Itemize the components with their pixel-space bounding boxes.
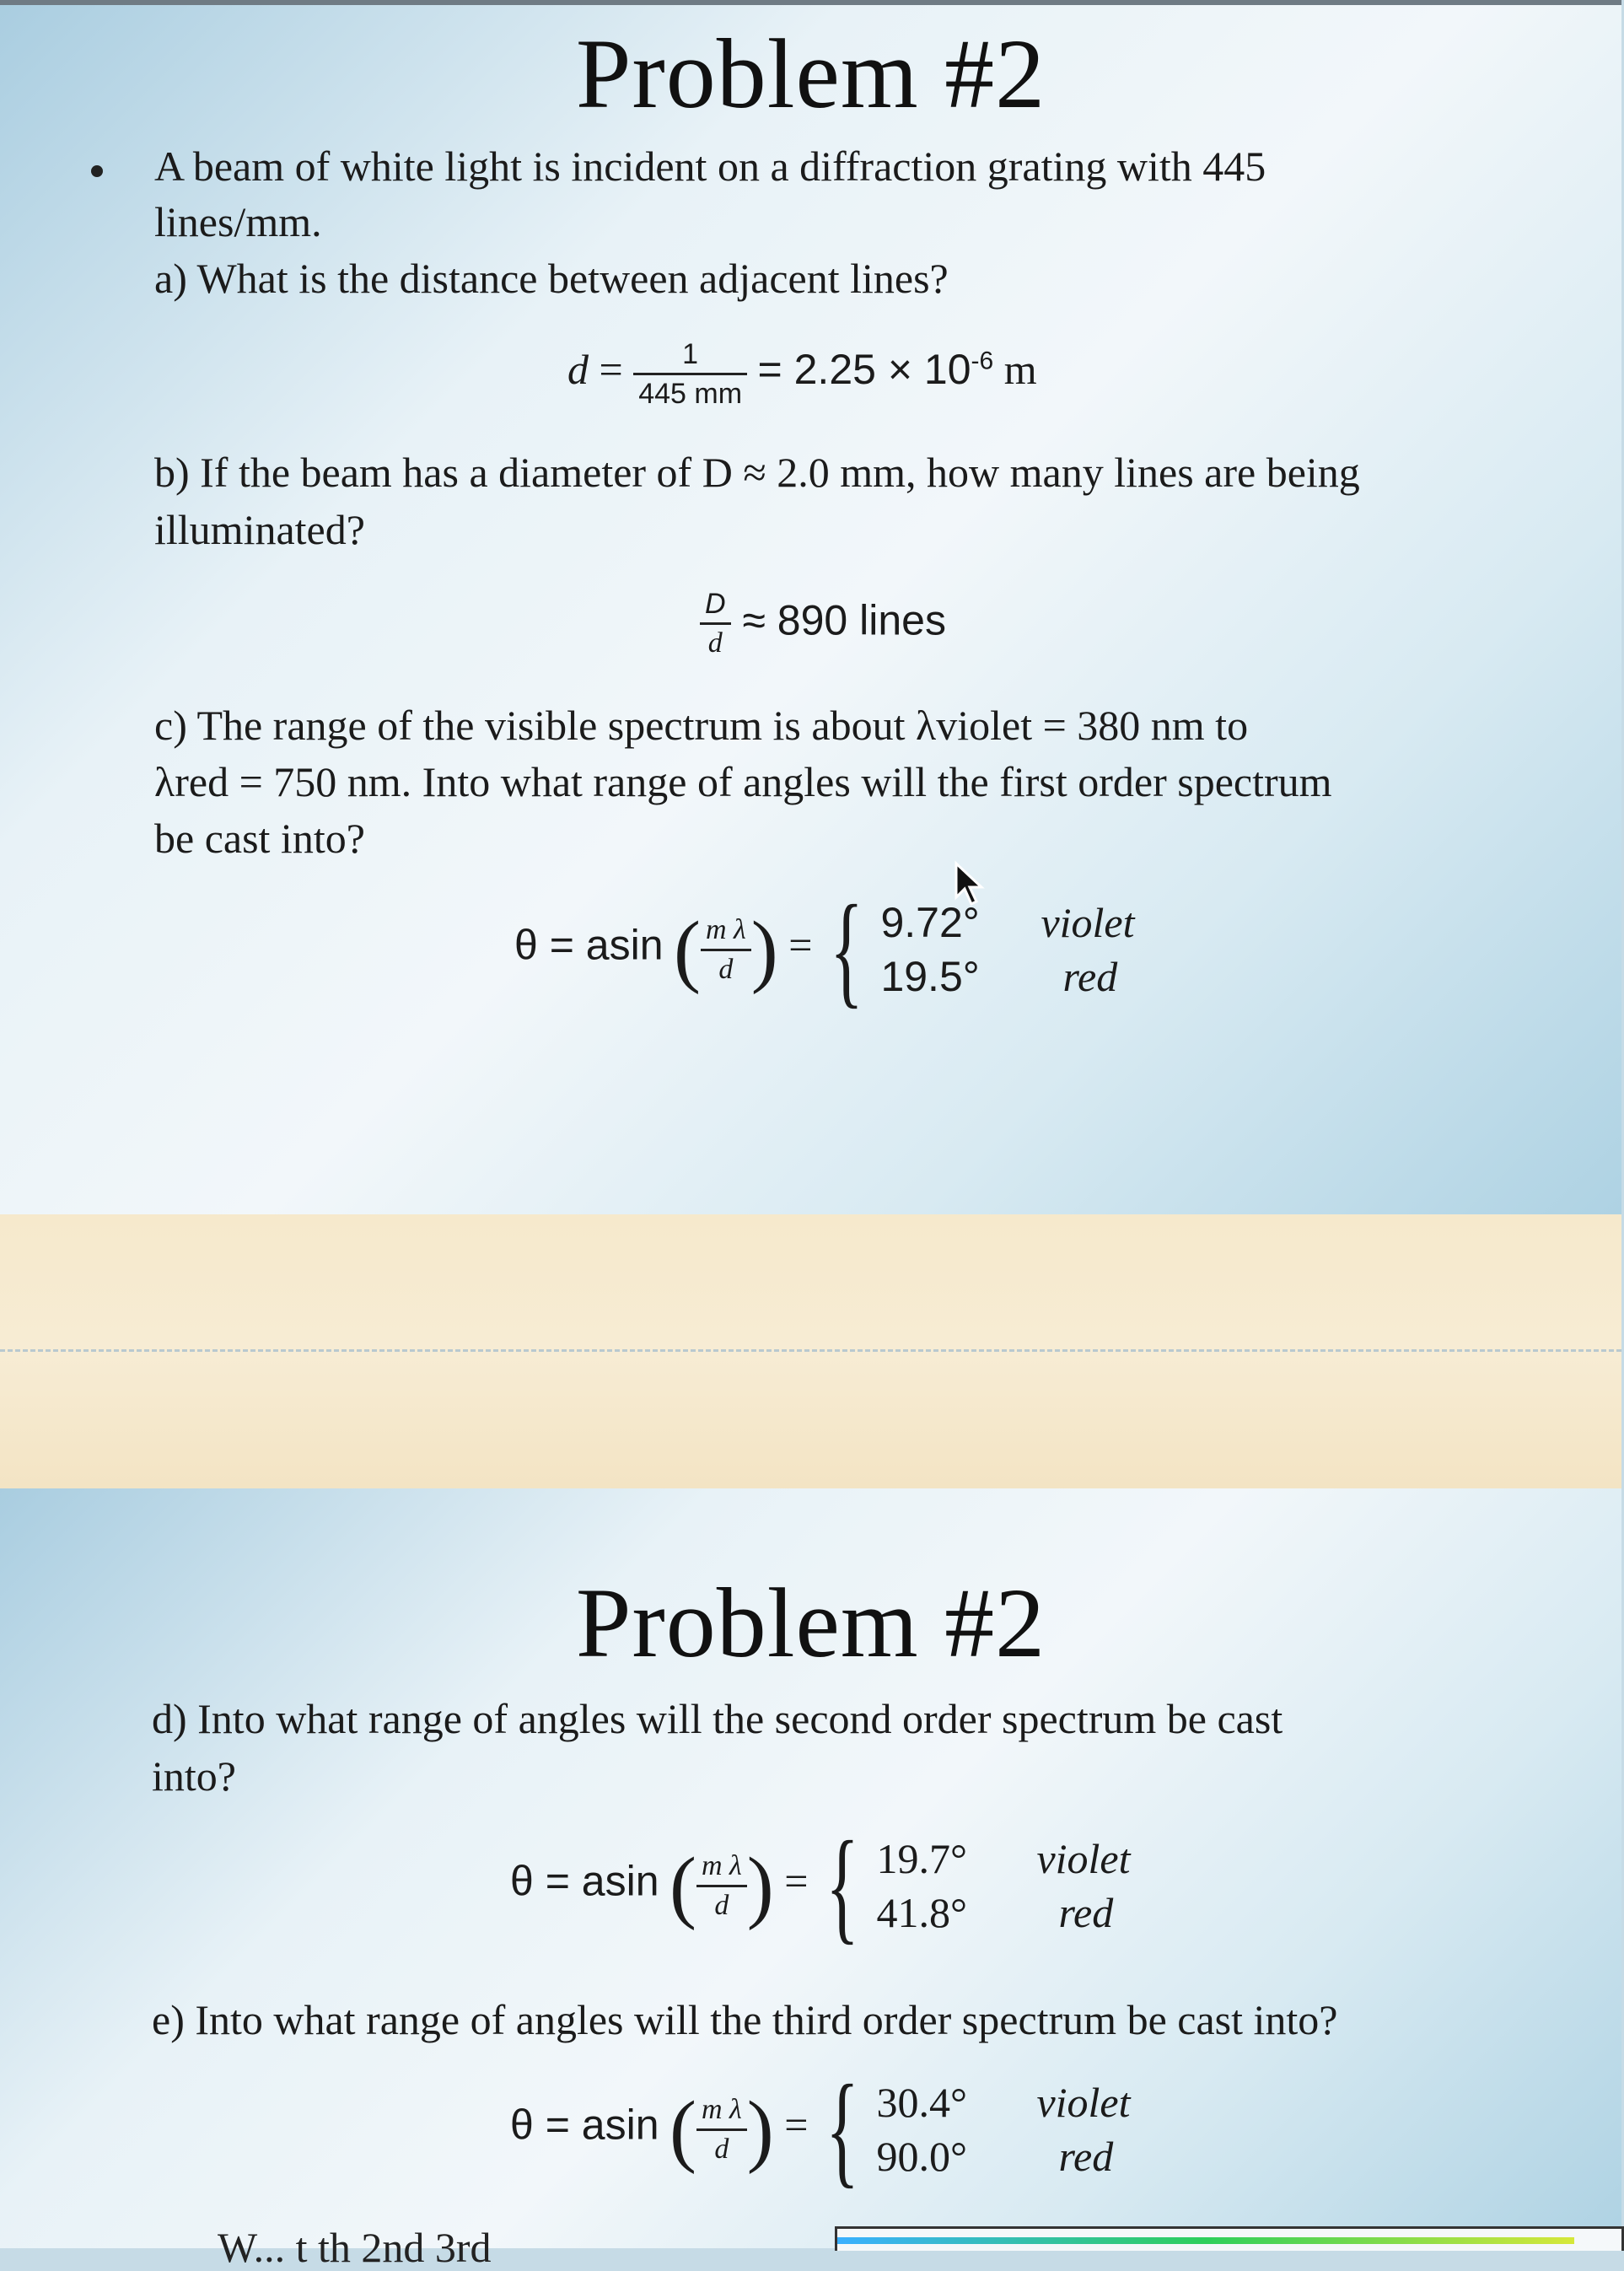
equation-a bbox=[567, 336, 1037, 412]
angle-cases-e bbox=[876, 2075, 1130, 2183]
equation-e-lhs: θ = asin bbox=[510, 2101, 659, 2149]
slide-problem-2-part2 bbox=[0, 1488, 1621, 2271]
fraction-c-denominator: d bbox=[718, 953, 734, 985]
fraction-a bbox=[633, 336, 747, 412]
red-angle: 41.8° bbox=[876, 1889, 967, 1936]
equation-c-eq: = bbox=[788, 921, 813, 969]
equation-b bbox=[700, 585, 946, 662]
violet-angle: 9.72° bbox=[880, 899, 980, 946]
intro-line-2: lines/mm. bbox=[154, 198, 322, 245]
fraction-b-numerator: D bbox=[700, 585, 731, 625]
equation-a-eq: = bbox=[599, 345, 623, 393]
fraction-e-denominator: d bbox=[714, 2133, 729, 2165]
violet-label: violet bbox=[1036, 2079, 1131, 2126]
progress-bar bbox=[835, 2226, 1624, 2251]
case-violet bbox=[876, 1832, 1130, 1886]
fraction-e-numerator: m λ bbox=[696, 2091, 747, 2131]
equation-a-lhs: d bbox=[567, 345, 589, 393]
equation-d: θ = asin ( $\frac{\text{m λ}}{d}$ ) = { 19.7° violet 41.8° red bbox=[510, 1816, 1131, 1956]
fraction-c bbox=[701, 912, 751, 988]
angle-cases-d bbox=[876, 1832, 1130, 1940]
question-d-line-2: into? bbox=[152, 1752, 236, 1800]
red-angle: 19.5° bbox=[880, 953, 980, 1000]
equation-d-lhs: θ = asin bbox=[510, 1857, 659, 1905]
violet-label: violet bbox=[1036, 1835, 1131, 1882]
fraction-a-numerator: 1 bbox=[633, 336, 747, 375]
equation-a-exponent: -6 bbox=[971, 347, 994, 375]
fraction-d bbox=[696, 1848, 747, 1924]
case-violet bbox=[876, 2075, 1130, 2129]
red-label: red bbox=[1062, 953, 1118, 1000]
question-b-line-1: b) If the beam has a diameter of D ≈ 2.0 mm, how many lines are being bbox=[154, 449, 1360, 496]
mouse-cursor-icon bbox=[953, 862, 987, 909]
case-red bbox=[876, 1886, 1130, 1940]
violet-angle: 19.7° bbox=[876, 1835, 967, 1882]
red-angle: 90.0° bbox=[876, 2133, 967, 2180]
fraction-b-denominator: d bbox=[707, 627, 723, 659]
bullet-icon bbox=[91, 165, 103, 177]
equation-c: θ = asin ( $\frac{\text{m λ}}{d}$ ) = { 9.72° violet 19.5° red bbox=[514, 880, 1135, 1020]
violet-angle: 30.4° bbox=[876, 2079, 967, 2126]
question-b-line-2: illuminated? bbox=[154, 506, 365, 553]
question-d-line-1: d) Into what range of angles will the second order spectrum be cast bbox=[152, 1695, 1283, 1742]
fraction-b bbox=[700, 585, 731, 662]
equation-e-eq: = bbox=[784, 2101, 809, 2149]
equation-c-lhs: θ = asin bbox=[514, 921, 664, 969]
cut-off-question-text: W... t th 2nd 3rd bbox=[218, 2224, 492, 2271]
question-c-line-3: be cast into? bbox=[154, 815, 365, 862]
progress-bar-fill bbox=[837, 2237, 1574, 2244]
equation-d-eq: = bbox=[784, 1857, 809, 1905]
question-c-line-1: c) The range of the visible spectrum is about λviolet = 380 nm to bbox=[154, 702, 1249, 749]
red-label: red bbox=[1058, 1889, 1114, 1936]
violet-label: violet bbox=[1041, 899, 1135, 946]
red-label: red bbox=[1058, 2133, 1114, 2180]
fraction-d-denominator: d bbox=[714, 1889, 729, 1921]
equation-a-result: = 2.25 × 10 bbox=[757, 345, 971, 393]
question-c-line-2: λred = 750 nm. Into what range of angles will the first order spectrum bbox=[154, 758, 1332, 805]
case-red bbox=[880, 950, 1134, 1004]
fraction-e bbox=[696, 2091, 747, 2168]
fraction-a-denominator: 445 mm bbox=[638, 378, 743, 410]
window-top-edge bbox=[0, 0, 1621, 5]
angle-cases-c bbox=[880, 896, 1134, 1004]
equation-a-unit: m bbox=[993, 345, 1037, 393]
page-title-2: Problem #2 bbox=[575, 1568, 1046, 1678]
equation-e: θ = asin ( $\frac{\text{m λ}}{d}$ ) = { 30.4° violet 90.0° red bbox=[510, 2059, 1131, 2199]
intro-line-1: A beam of white light is incident on a diffraction grating with 445 bbox=[154, 143, 1266, 190]
fraction-d-numerator: m λ bbox=[696, 1848, 747, 1887]
equation-b-result: ≈ 890 lines bbox=[742, 596, 946, 644]
case-red bbox=[876, 2129, 1130, 2183]
page-title: Problem #2 bbox=[575, 19, 1046, 129]
question-a: a) What is the distance between adjacent lines? bbox=[154, 255, 949, 302]
question-e: e) Into what range of angles will the third order spectrum be cast into? bbox=[152, 1996, 1338, 2043]
case-violet bbox=[880, 896, 1134, 950]
fraction-c-numerator: m λ bbox=[701, 912, 751, 951]
page-break-divider bbox=[0, 1349, 1621, 1352]
